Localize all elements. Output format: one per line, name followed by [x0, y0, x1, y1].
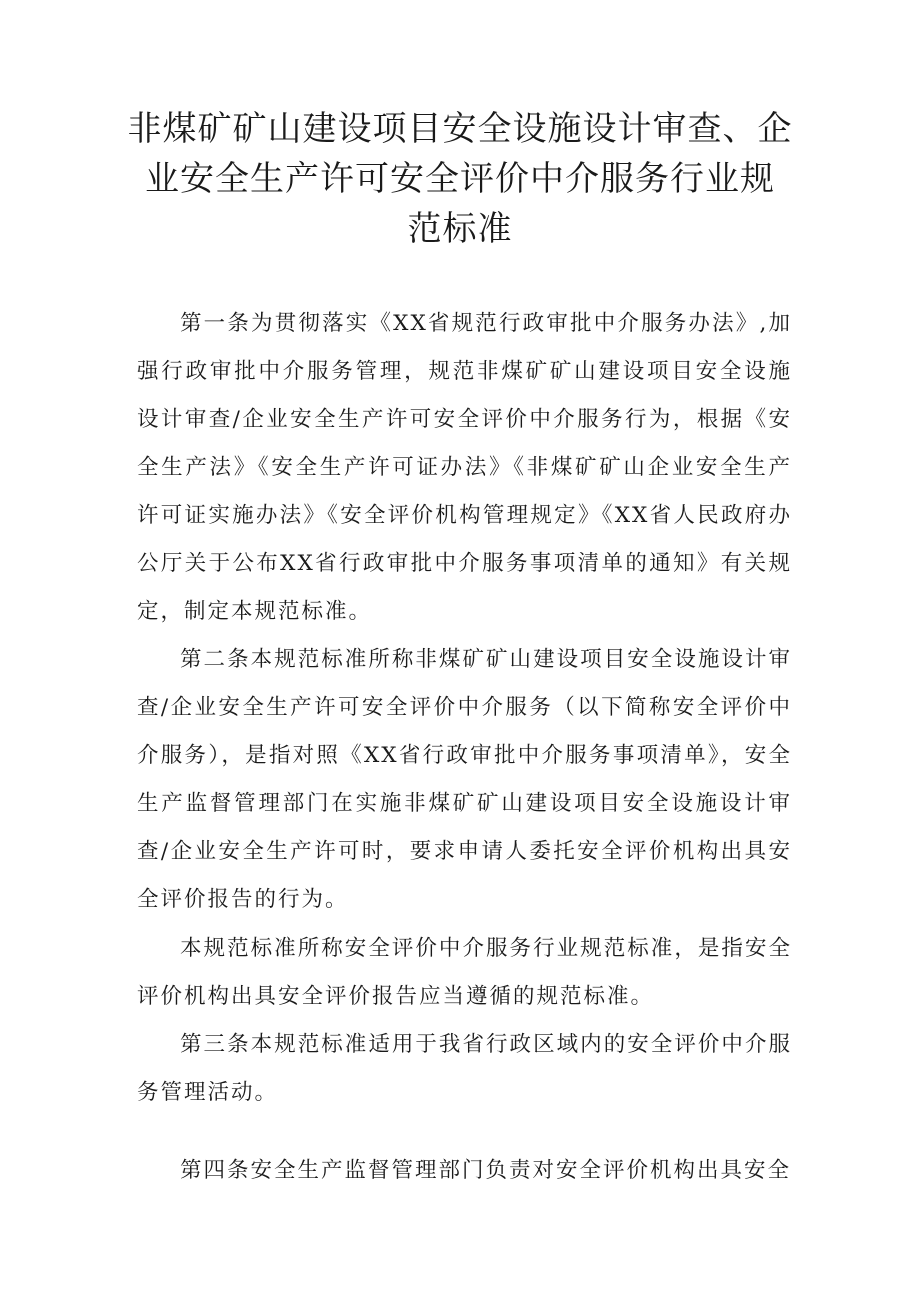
- document-title: [120, 104, 800, 254]
- paragraph-article-4: 第四条安全生产监督管理部门负责对安全评价机构出具安全: [180, 1158, 792, 1183]
- paragraph-article-2: 第二条本规范标准所称非煤矿矿山建设项目安全设施设计审查/企业安全生产许可安全评价中介服务（以下简称安全评价中介服务），是指对照《XX省行政审批中介服务事项清单》，安全生产监督管理部门在实施非煤矿矿山建设项目安全设施设计审查/企业安全生产许可时，要求申请人委托安全评价机构出具安全评价报告的行为。: [137, 647, 792, 912]
- paragraph-article-1: 第一条为贯彻落实《XX省规范行政审批中介服务办法》,加强行政审批中介服务管理，规范非煤矿矿山建设项目安全设施设计审查/企业安全生产许可安全评价中介服务行为，根据《安全生产法》《安全生产许可证办法》《非煤矿矿山企业安全生产许可证实施办法》《安全评价机构管理规定》《XX省人民政府办公厅关于公布XX省行政审批中介服务事项清单的通知》有关规定，制定本规范标准。: [137, 311, 792, 624]
- title-line-1: 非煤矿矿山建设项目安全设施设计审查、企: [127, 109, 793, 149]
- paragraph-article-3: 第三条本规范标准适用于我省行政区域内的安全评价中介服务管理活动。: [137, 1032, 792, 1105]
- title-line-3: 范标准: [407, 209, 513, 249]
- paragraph-article-2-definition: 本规范标准所称安全评价中介服务行业规范标准，是指安全评价机构出具安全评价报告应当遵循的规范标准。: [137, 936, 792, 1009]
- title-line-2: 业安全生产许可安全评价中介服务行业规: [145, 159, 775, 199]
